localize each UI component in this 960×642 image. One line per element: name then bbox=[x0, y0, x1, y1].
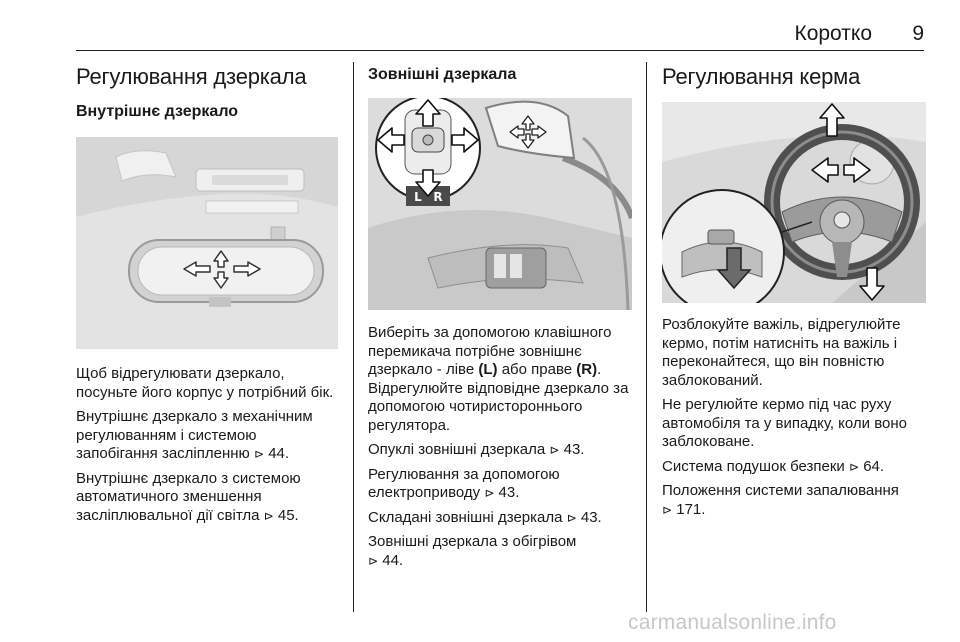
exterior-mirror-illustration bbox=[368, 98, 632, 310]
page-reference: 44. bbox=[382, 551, 404, 569]
page-reference: 171. bbox=[676, 500, 706, 518]
paragraph: Виберіть за допомогою клавішного перемикача потрібне зовнішнє дзеркало - ліве (L) або праве (R). Відрегулюйте відповідне дзеркало за допомогою чотиристороннього регулятора. bbox=[368, 324, 629, 434]
page-reference: 43. bbox=[563, 441, 585, 458]
arrow-reference-icon: ⊳ bbox=[566, 510, 577, 525]
paragraph: Складані зовнішні дзеркала ⊳ 43. bbox=[368, 508, 602, 526]
steering-wheel-illustration bbox=[662, 102, 926, 303]
paragraph: Щоб відрегулювати дзеркало, посуньте його корпус у потрібний бік. bbox=[76, 365, 334, 401]
subsection-heading: Внутрішнє дзеркало bbox=[76, 103, 239, 120]
switch-right-label: R bbox=[433, 190, 443, 204]
section-heading: Регулювання керма bbox=[662, 64, 861, 89]
subsection-heading: Зовнішні дзеркала bbox=[368, 66, 517, 83]
paragraph: Не регулюйте кермо під час руху автомобіля та у випадку, коли воно заблоковане. bbox=[662, 396, 907, 450]
arrow-reference-icon: ⊳ bbox=[662, 502, 673, 517]
arrow-reference-icon: ⊳ bbox=[848, 459, 860, 474]
column-divider bbox=[353, 62, 354, 612]
interior-mirror-illustration bbox=[76, 137, 338, 349]
arrow-reference-icon: ⊳ bbox=[368, 553, 379, 568]
header-rule bbox=[76, 50, 924, 51]
paragraph: Система подушок безпеки ⊳ 64. bbox=[662, 457, 885, 475]
arrow-reference-icon: ⊳ bbox=[484, 486, 495, 500]
paragraph: Розблокуйте важіль, відрегулюйте кермо, потім натисніть на важіль і переконайтеся, що він повністю заблокований. bbox=[662, 316, 901, 389]
section-title: Коротко bbox=[794, 22, 872, 45]
page-reference: 44. bbox=[268, 445, 290, 462]
arrow-reference-icon: ⊳ bbox=[253, 447, 265, 461]
watermark: carmanualsonline.info bbox=[628, 611, 837, 634]
page-reference: 43. bbox=[580, 508, 602, 526]
exterior-mirror-drawing bbox=[368, 98, 632, 310]
switch-left-label: L bbox=[414, 190, 422, 204]
steering-wheel-drawing bbox=[662, 102, 926, 303]
column-exterior-mirrors bbox=[368, 60, 632, 576]
paragraph: Регулювання за допомогою електроприводу ⊳ 43. bbox=[368, 465, 560, 501]
right-mirror-key: (R) bbox=[576, 361, 598, 378]
column-steering-adjust bbox=[662, 60, 926, 525]
paragraph: Зовнішні дзеркала з обігрівом ⊳ 44. bbox=[368, 533, 577, 569]
page-number: 9 bbox=[912, 22, 924, 45]
page-reference: 43. bbox=[498, 484, 520, 501]
arrow-reference-icon: ⊳ bbox=[263, 508, 274, 523]
left-mirror-key: (L) bbox=[478, 361, 498, 378]
paragraph: Внутрішнє дзеркало з механічним регулюванням і системою запобігання засліпленню ⊳ 44. bbox=[76, 408, 313, 462]
interior-mirror-drawing bbox=[76, 137, 338, 349]
paragraph: Положення системи запалювання ⊳ 171. bbox=[662, 482, 899, 518]
page-header bbox=[76, 18, 924, 48]
paragraph: Внутрішнє дзеркало з системою автоматичного зменшення засліплювальної дії світла ⊳ 45. bbox=[76, 469, 301, 524]
section-heading: Регулювання дзеркала bbox=[76, 64, 307, 89]
arrow-reference-icon: ⊳ bbox=[549, 443, 560, 457]
page-reference: 45. bbox=[277, 506, 299, 524]
page-reference: 64. bbox=[863, 457, 885, 475]
column-divider bbox=[646, 62, 647, 612]
paragraph: Опуклі зовнішні дзеркала ⊳ 43. bbox=[368, 441, 585, 458]
column-mirror-adjust bbox=[76, 60, 338, 531]
